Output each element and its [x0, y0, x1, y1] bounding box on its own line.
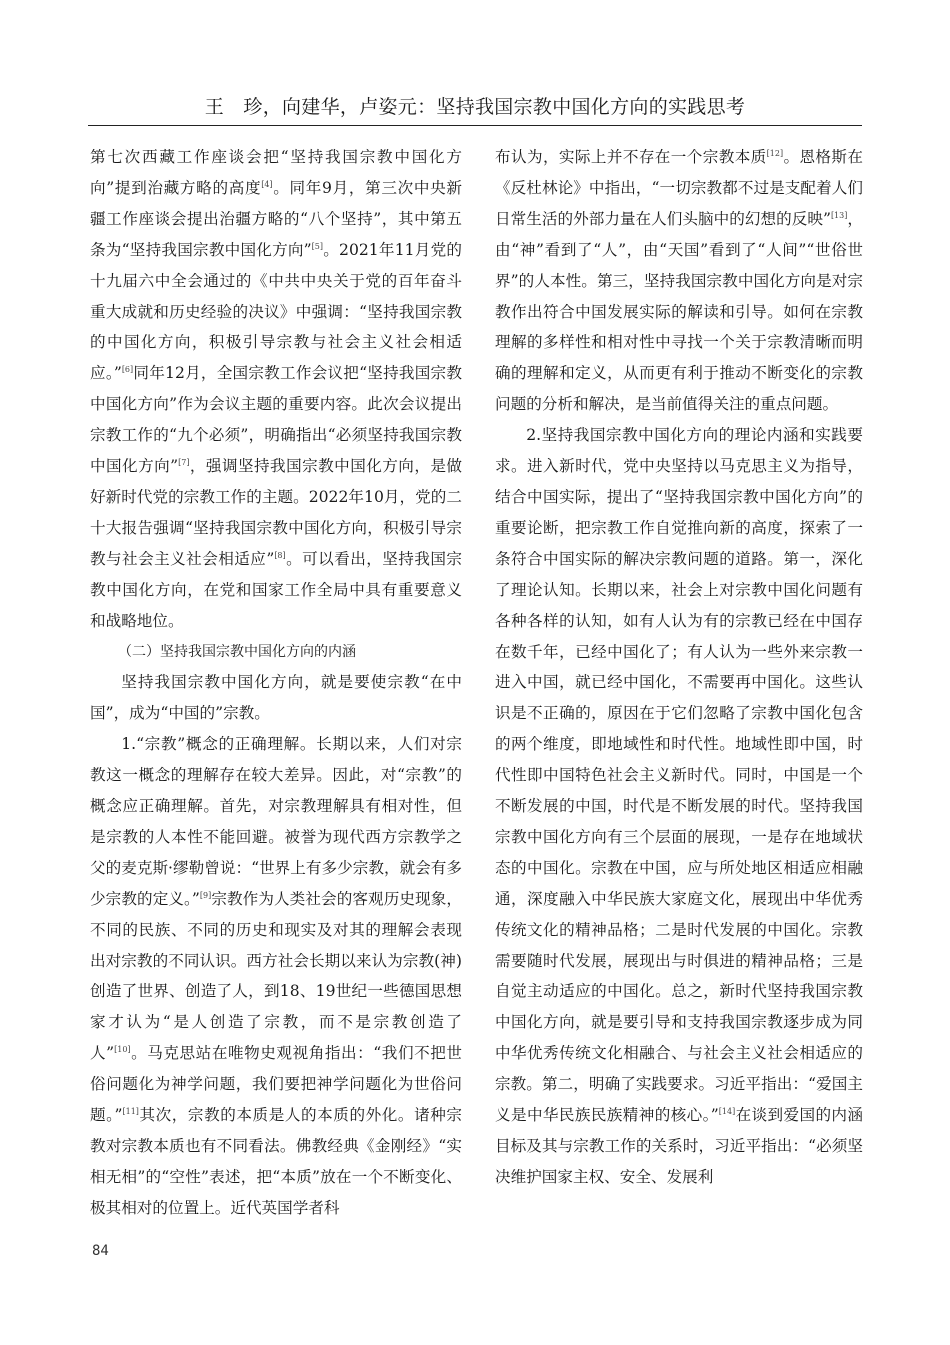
- citation-8: [8]: [274, 550, 286, 560]
- citation-13: [13]: [830, 210, 848, 220]
- citation-4: [4]: [261, 179, 273, 189]
- citation-5: [5]: [311, 241, 323, 251]
- page-number: 84: [92, 1243, 109, 1259]
- header-rule: [88, 125, 862, 126]
- citation-7: [7]: [178, 457, 190, 467]
- paragraph-left-2: 坚持我国宗教中国化方向，就是要使宗教“在中国”，成为“中国的”宗教。: [90, 673, 462, 723]
- paragraph-left-3: 1.“宗教”概念的正确理解。长期以来，人们对宗教这一概念的理解存在较大差异。因此，对“宗教”的概念应正确理解。首先，对宗教理解具有相对性，但是宗教的人本性不能回避。被誉为现代西方宗教学之父的麦克斯·缪勒曾说：“世界上有多少宗教，就会有多少宗教的定义。”[9]宗教作为人类社会的客观历史现象，不同的民族、不同的历史和现实及对其的理解会表现出对宗教的不同认识。西方社会长期以来认为宗教(神)创造了世界、创造了人，到18、19世纪一些德国思想家才认为“是人创造了宗教，而不是宗教创造了人”[10]。马克思站在唯物史观视角指出：“我们不把世俗问题化为神学问题，我们要把神学问题化为世俗问题。”[11]其次，宗教的本质是人的本质的外化。诸种宗教对宗教本质也有不同看法。佛教经典《金刚经》“实相无相”的“空性”表述，把“本质”放在一个不断变化、极其相对的位置上。近代英国学者科: [90, 735, 462, 1217]
- running-header: 王 珍，向建华，卢姿元：坚持我国宗教中国化方向的实践思考: [204, 96, 746, 118]
- section-subheading: （二）坚持我国宗教中国化方向的内涵: [118, 643, 356, 660]
- citation-14: [14]: [718, 1106, 736, 1116]
- paragraph-right-2: 2.坚持我国宗教中国化方向的理论内涵和实践要求。进入新时代，党中央坚持以马克思主义为指导，结合中国实际，提出了“坚持我国宗教中国化方向”的重要论断，把宗教工作自觉推向新的高度，探索了一条符合中国实际的解决宗教问题的道路。第一，深化了理论认知。长期以来，社会上对宗教中国化问题有各种各样的认知，如有人认为有的宗教已经在中国存在数千年，已经中国化了；有人认为一些外来宗教一进入中国，就已经中国化，不需要再中国化。这些认识是不正确的，原因在于它们忽略了宗教中国化包含的两个维度，即地域性和时代性。地域性即中国，时代性即中国特色社会主义新时代。同时，中国是一个不断发展的中国，时代是不断发展的时代。坚持我国宗教中国化方向有三个层面的展现，一是存在地域状态的中国化。宗教在中国，应与所处地区相适应相融通，深度融入中华民族大家庭文化，展现出中华优秀传统文化的精神品格；二是时代发展的中国化。宗教需要随时代发展，展现出与时俱进的精神品格；三是自觉主动适应的中国化。总之，新时代坚持我国宗教中国化方向，就是要引导和支持我国宗教逐步成为同中华优秀传统文化相融合、与社会主义社会相适应的宗教。第二，明确了实践要求。习近平指出：“爱国主义是中华民族民族精神的核心。”[14]在谈到爱国的内涵目标及其与宗教工作的关系时，习近平指出：“必须坚决维护国家主权、安全、发展利: [495, 426, 863, 1186]
- citation-6: [6]: [121, 365, 134, 375]
- paragraph-left-1: 第七次西藏工作座谈会把“坚持我国宗教中国化方向”提到治藏方略的高度[4]。同年9月，第三次中央新疆工作座谈会提出治疆方略的“八个坚持”，其中第五条为“坚持我国宗教中国化方向”[5]。2021年11月党的十九届六中全会通过的《中共中央关于党的百年奋斗重大成就和历史经验的决议》中强调：“坚持我国宗教的中国化方向，积极引导宗教与社会主义社会相适应。”[6]同年12月，全国宗教工作会议把“坚持我国宗教中国化方向”作为会议主题的重要内容。此次会议提出宗教工作的“九个必须”，明确指出“必须坚持我国宗教中国化方向”[7]，强调坚持我国宗教中国化方向，是做好新时代党的宗教工作的主题。2022年10月，党的二十大报告强调“坚持我国宗教中国化方向，积极引导宗教与社会主义社会相适应”[8]。可以看出，坚持我国宗教中国化方向，在党和国家工作全局中具有重要意义和战略地位。: [90, 148, 462, 630]
- citation-11: [11]: [122, 1106, 139, 1116]
- right-column: [495, 142, 863, 1193]
- paragraph-right-1: 布认为，实际上并不存在一个宗教本质[12]。恩格斯在《反杜林论》中指出，“一切宗教都不过是支配着人们日常生活的外部力量在人们头脑中的幻想的反映”[13]，由“神”看到了“人”，由“天国”看到了“人间”“世俗世界”的人本性。第三，坚持我国宗教中国化方向是对宗教作出符合中国发展实际的解读和引导。如何在宗教理解的多样性和相对性中寻找一个关于宗教清晰而明确的理解和定义，从而更有利于推动不断变化的宗教问题的分析和解决，是当前值得关注的重点问题。: [495, 148, 863, 414]
- left-column: [90, 142, 462, 1224]
- citation-9: [9]: [199, 890, 212, 900]
- citation-10: [10]: [114, 1045, 131, 1055]
- citation-12: [12]: [766, 148, 784, 158]
